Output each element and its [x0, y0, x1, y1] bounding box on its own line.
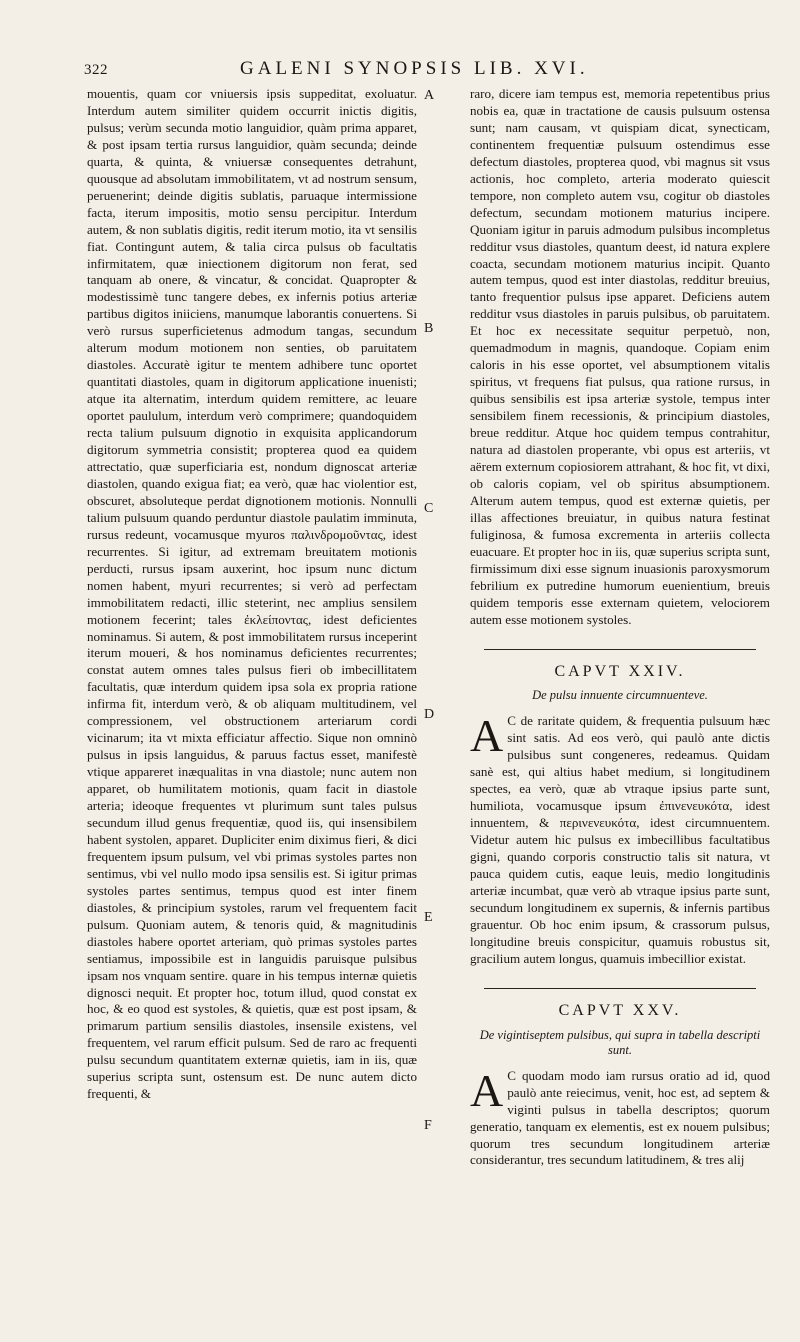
chapter-25-subtitle: De vigintiseptem pulsibus, qui supra in tabella descripti sunt. [479, 1027, 761, 1057]
margin-letter-c: C [424, 501, 434, 516]
left-column [87, 86, 417, 1103]
margin-letter-f: F [424, 1118, 432, 1133]
chapter-25-text [470, 1064, 770, 1170]
right-column-text: raro, dicere iam tempus est, memoria repetentibus prius nobis ea, quæ in tractatione de causis pulsuum ostensa sunt; nam causam, vt quispiam dicat, synecticam, continentem frequentiæ pulsuum ostendimus esse defectum diastoles, propterea quod, vbi magnus sit vsus actionis, hoc completo, arteria moderato quiescit tempore, non completo autem vsu, cogitur ob diastoles defectum, secundam motionem maturius incipere. Quoniam igitur in paruis admodum pulsibus incompletus redditur vsus diastoles, quantum deest, id natura explere coacta, secundam motionem maturius incipit. Quanto autem tempus, quod est inter diastolas, redditur breuius, tanto frequentior pulsus ipse apparet. Deficiens autem redditur vsus diastoles in paruis pulsibus, ob paruitatem. Et hoc ex necessitate sequitur perpetuò, non, quemadmodum in magnis, quandoque. Copiam enim caloris in his esse oportet, vel absumptionem vitalis spiritus, vt frequens fiat pulsus, qua ratione rursus, in quibus sensibilis est ipsa arteriæ systole, tempus inter sensibilem finem recessionis, & principium diastoles, breue redditur. Atque hoc quidem tempus contrahitur, natura ad diastolen properante, vbi opus est arteriis, vt aërem externum copiosiorem attrahant, & hoc fit, vt dixi, ob caloris copiam, vel ob spiritus absumptionem. Alterum autem tempus, quod est externæ quietis, per illas affectiones breuiatur, in quibus natura festinat fuliginosa, & fumosa excrementa in arteriis collecta euacuare. Et propter hoc in iis, quæ superius scripta sunt, firmissimum dixi esse signum inuasionis paroxysmorum febrilium ex putredine humorum euenientium, breuis quidem temporis esse externam quietem, velociorem autem esse motionem systoles. [470, 86, 770, 627]
chapter-24-title: CAPVT XXIV. [554, 662, 686, 680]
chapter-25-body: C quodam modo iam rursus oratio ad id, quod paulò ante reiecimus, venit, hoc est, ad septem & viginti pulsus in tabella descriptos; quorum generatio, tanquam ex elementis, est ex nouem pulsibus; quorum tres secundum longitudinem arteriæ considerantur, tres secundum latitudinem, & tres alij [470, 1067, 770, 1168]
left-column-text: mouentis, quam cor vniuersis ipsis suppeditat, exoluatur. Interdum autem similiter quidem occurrit inictis digitis, pulsus; verùm secunda motio languidior, quàm prima apparet, & post ipsam tertia rursus languidior, quàm secunda; deinde quarta, & quinta, & vniuersæ consequentes detrahunt, quousque ad absolutam immobilitatem, vt ad nostrum sensum, peruenerint; deinde digitis sublatis, paruaque intermissione facta, iterum impositis, motio sensu percipitur. Interdum autem, & non sublatis digitis, redit iterum motio, ita vt sensilis fiat. Contingunt autem, & talia circa pulsus ob facultatis infirmitatem, quæ iniectionem digitorum non ferat, sed tanquam ab onere, & vincatur, & concidat. Quapropter & modestissimè tunc tangere debes, ex infernis potius arteriæ partibus digitos iniiciens, manumque laborantis conuertens. Si verò rursus superficietenus admodum tangas, secundum alterum modum motionem non senties, ob paruitatem diastoles. Accuratè igitur te mentem adhibere tunc oportet quantitati diastoles, quam in digitorum applicatione inuenisti; atque ita alternatim, interdum quidem remittere, ac leuare oportet paululum, interdum verò comprimere; quandoquidem recta talium pulsuum dignotio in exquisita applicandorum digitorum symmetria consistit; propterea quod ea quidem attrectatio, quæ superficiaria est, nondum dignoscat arteriæ diastolen, quando exigua fiat; ea verò, quæ hac violentior est, obscuret, absoluteque perdat dignotionem motionis. Nonnulli talium pulsuum quando perduntur diastole paulatim imminuta, rursus redeunt, vocamusque myuros παλινδρομοῦντας, idest recurrentes. Si igitur, ad extremam breuitatem motionis perducti, rursus ipsam auxerint, hoc ipsum nunc dictum nomen habent, myuri recurrentes; si verò ad perfectam immobilitatem redacti, illic steterint, nec amplius sensilem motionem fecerint; tales ἐκλείποντας, idest deficientes nominamus. Si autem, & post immobilitatem rursus inceperint iterum moueri, & hos nominamus deficientes recurrentes; constat autem omnes tales pulsus fieri ob imbecillitatem facultatis, quæ interdum quidem ipsa sola ex propria ratione infirma fit, interdum verò, & ob aliquam multitudinem, vel compressionem, vel obstructionem arteriarum cordi vicinarum; ita vt mixta efficiatur affectio. Sique non omninò pulsus in ipsis languidus, & paruus factus esset, manifestè vtique appareret inæqualitas in vna diastole; nunc autem non apparet, ob humilitatem motionis, quam facit in diastole arteria; ideoque frequentes vt plurimum sunt tales pulsus secundum illud genus frequentiæ, quod iis, qui insensibilem habent systolen, apparet. Dupliciter enim diximus fieri, & dici frequentem ipsum pulsum, vel vbi primas systoles partes non sentimus, vbi vel nullo modo ipsa sensilis est. Si igitur primas systoles partes sentimus, tempus quod est inter finem diastoles, & principium systoles, rarum vel frequentem facit pulsum. Quoniam autem, & tenoris quid, & magnitudinis diastoles habere oportet arteriam, quò primas systoles partes sentiamus, impossibile est in languidis paruisque pulsibus ipsam nos vnquam sentire. quare in his tempus internæ quietis dignosci nequit. Et propter hoc, totum illud, quod constat ex hoc, & eo quod est systoles, & quietis, quæ est post ipsam, & primarum partium sensilis diastoles, insensile existens, vel frequentem, vel rarum efficit pulsum. Sed de raro ac frequenti pulsu secundum quantitatem externæ quietis, iam in iis, quæ superius scripta sunt, ostensum est. De nunc autem dicto frequenti, & [87, 86, 417, 1102]
page-number: 322 [84, 62, 108, 78]
margin-letter-e: E [424, 910, 433, 925]
page-header [0, 58, 800, 84]
chapter-24-subtitle: De pulsu innuente circumnuenteve. [532, 688, 708, 703]
chapter-25-title: CAPVT XXV. [558, 1001, 682, 1019]
margin-letter-b: B [424, 321, 434, 336]
chapter-25-dropcap: A [470, 1064, 504, 1116]
margin-letter-a: A [424, 88, 435, 103]
running-title: GALENI SYNOPSIS LIB. XVI. [240, 58, 589, 79]
chapter-24-dropcap: A [470, 710, 504, 762]
chapter-24-text [470, 710, 770, 967]
section-divider [484, 988, 756, 989]
section-divider [484, 649, 756, 650]
margin-letter-d: D [424, 707, 435, 722]
chapter-24-body: C de raritate quidem, & frequentia pulsuum hæc sint satis. Ad eos verò, qui paulò ante dictis pulsibus sunt congeneres, redeamus. Quidam sanè est, qui altius habet medium, si longitudinem spectes, ea verò, quæ ab vtraque ipsius parte sunt, humiliota, vocamusque ipsum ἐπινενευκότα, idest innuentem, & περινενευκότα, idest circumnuentem. Videtur autem hic pulsus ex imbecillibus facultatibus gigni, quando corporis constructio talis sit natura, vt pauca quidem cutis, eaque leuis, medio longitudinis arteriæ incumbat, quæ verò ab vtraque ipsius parte sunt, secundum longitudinem ex supernis, & infernis partibus grauentur. Ob hoc enim ipsum, & crassorum pulsus, longitudine breuis conspicitur, quamuis robustus sit, gracilium autem longus, quamuis imbecillior existat. [470, 713, 770, 966]
right-column [470, 86, 770, 1169]
